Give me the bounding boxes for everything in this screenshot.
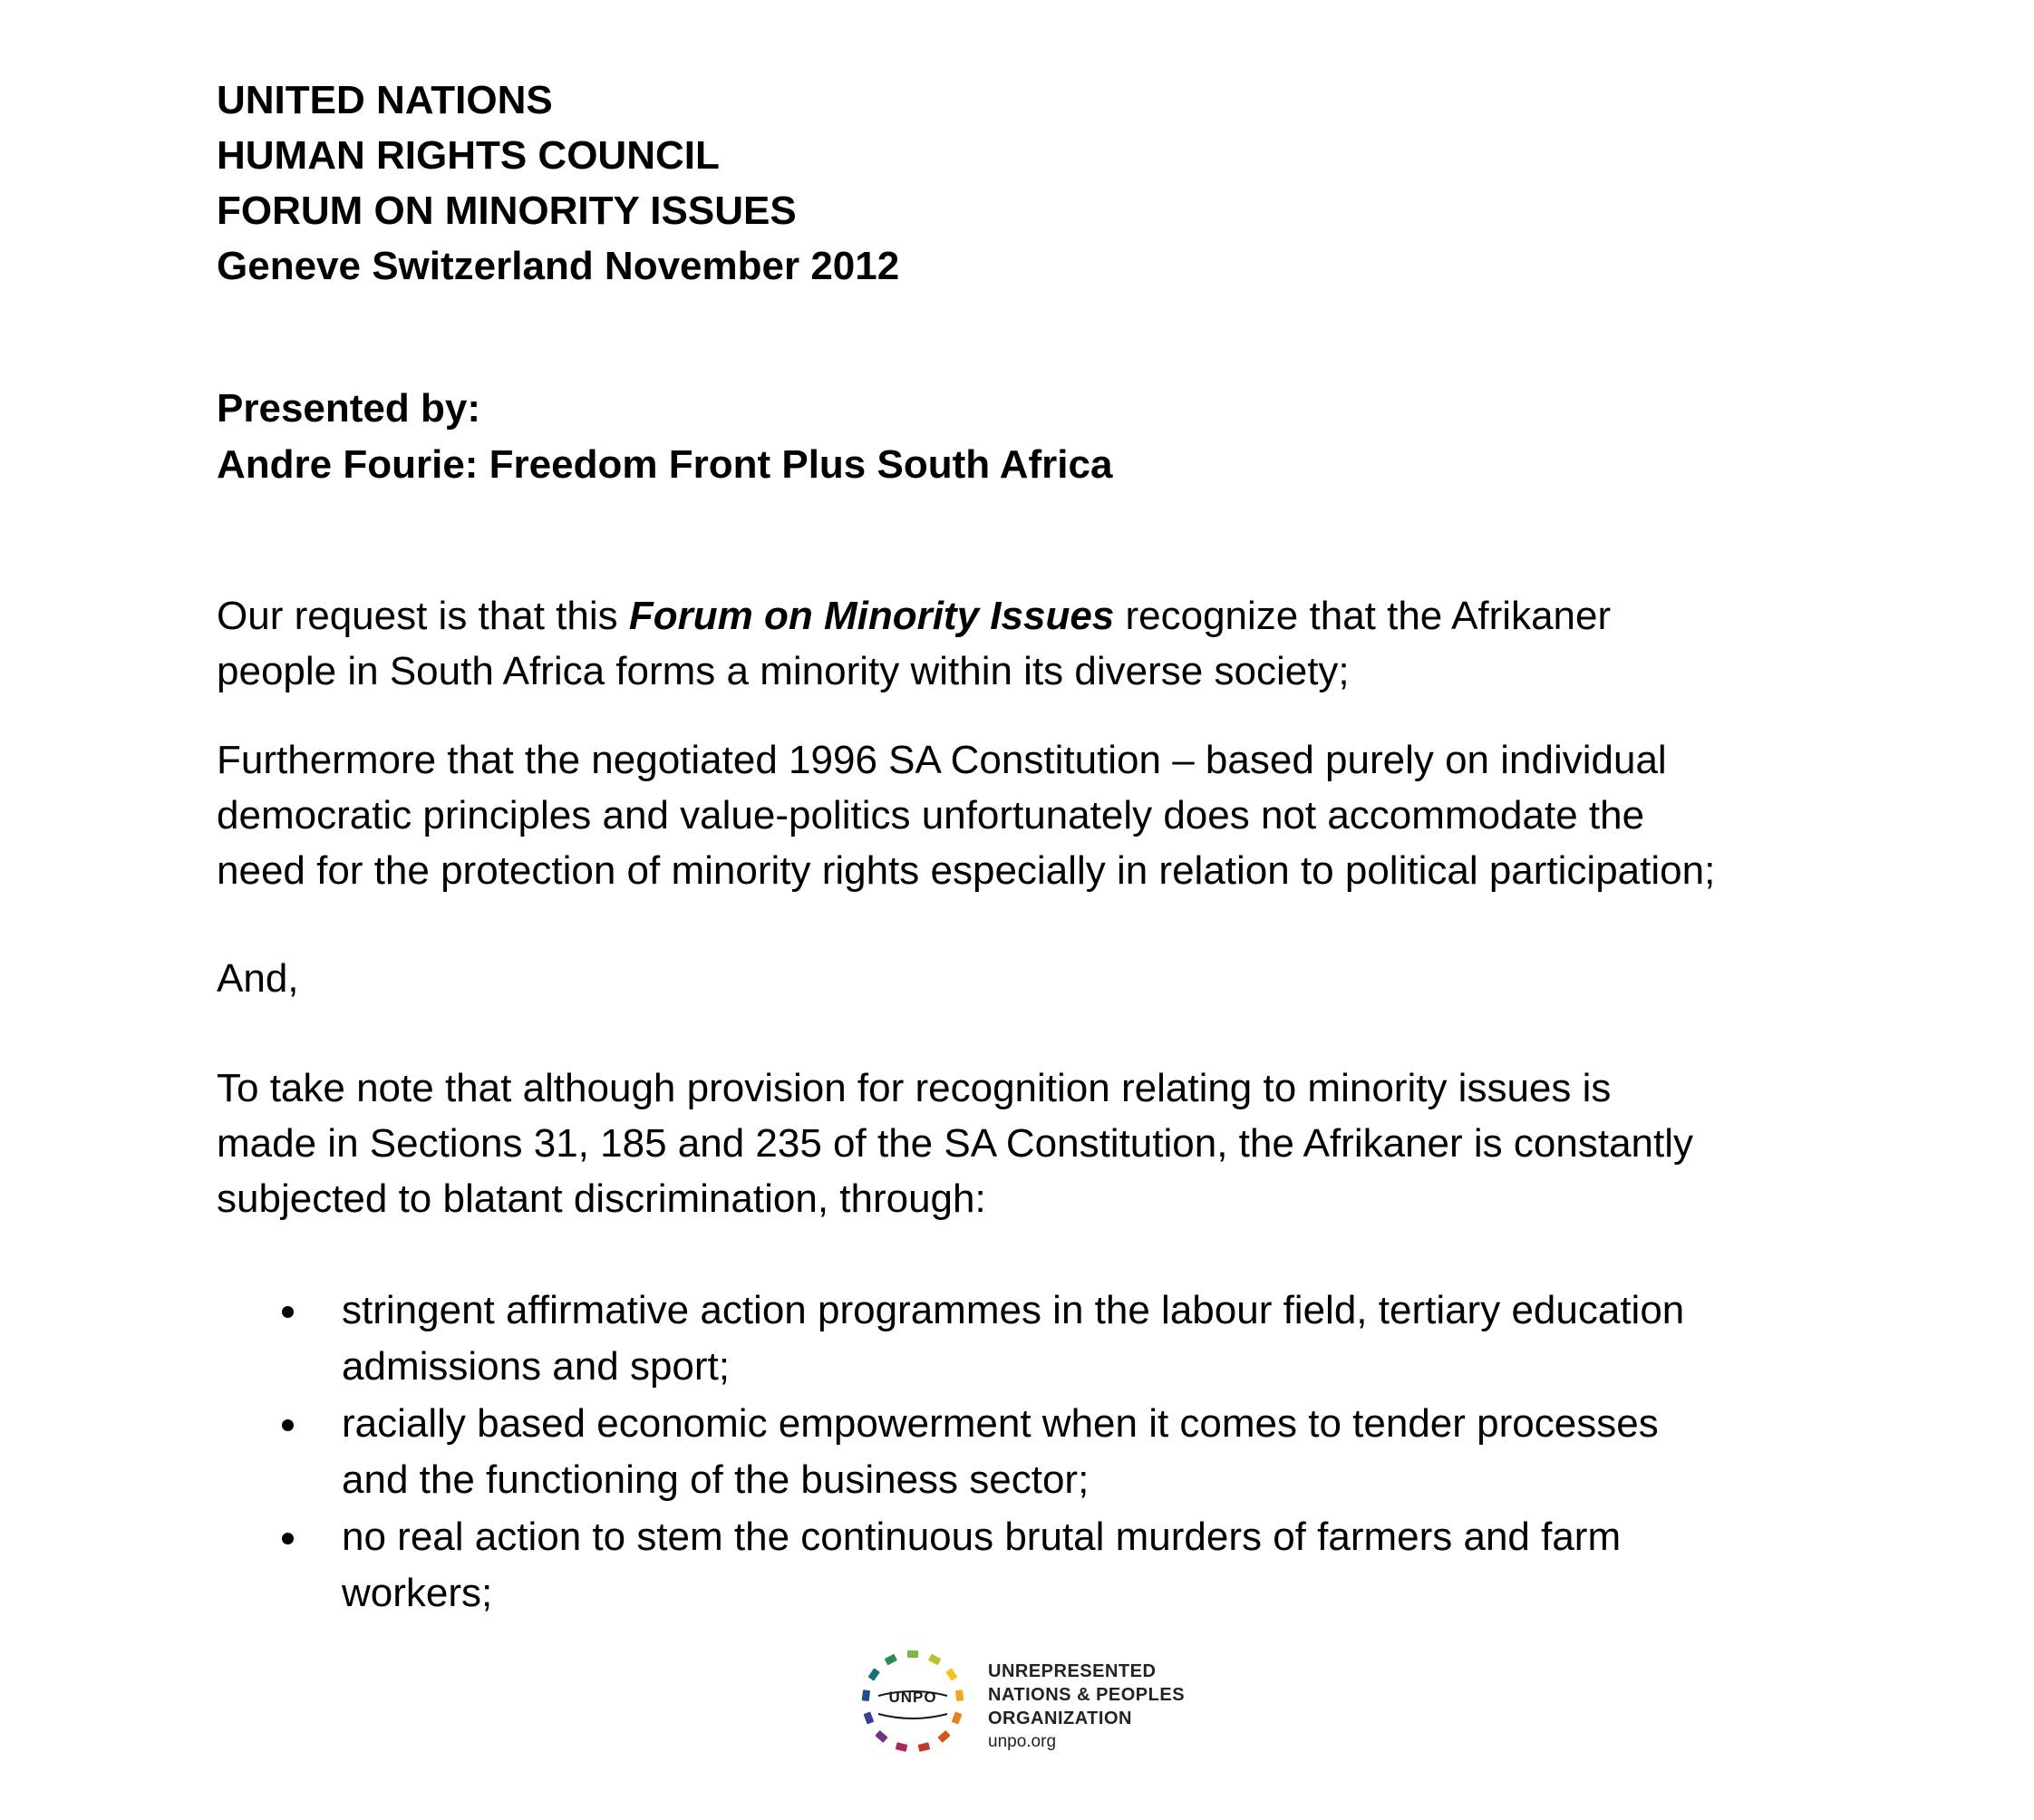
- list-item: [217, 1283, 1839, 1395]
- paragraph-request-text-end: recognize that the Afrikaner: [1114, 594, 1612, 638]
- list-item-line-1: stringent affirmative action programmes in the labour field, tertiary education: [342, 1288, 1685, 1332]
- list-item-line-1: no real action to stem the continuous brutal murders of farmers and farm: [342, 1515, 1622, 1559]
- presenter-label: Presented by:: [217, 386, 480, 431]
- paragraph-discrimination-line-1: To take note that although provision for recognition relating to minority issues is: [217, 1066, 1612, 1110]
- document-content: [217, 73, 1839, 1622]
- logo-ring-segment: [907, 1651, 918, 1658]
- logo-wordmark: [988, 1660, 1185, 1754]
- list-item-line-2: workers;: [342, 1571, 493, 1615]
- logo-ring-segment: [918, 1742, 931, 1752]
- logo-mark-text: UNPO: [888, 1689, 937, 1706]
- forum-name-emphasis: Forum on Minority Issues: [628, 594, 1115, 638]
- logo-ring-segment: [885, 1654, 897, 1666]
- paragraph-request-text-start: Our request is that this: [217, 594, 629, 638]
- list-item-line-2: and the functioning of the business sector;: [342, 1457, 1090, 1502]
- paragraph-discrimination-line-2: made in Sections 31, 185 and 235 of the SA Constitution, the Afrikaner is constantly: [217, 1121, 1694, 1166]
- presenter-block: [217, 381, 1839, 493]
- presenter-name: Andre Fourie: Freedom Front Plus South Africa: [217, 442, 1113, 487]
- header-line-organization: UNITED NATIONS: [217, 78, 553, 122]
- logo-name-line-2: NATIONS & PEOPLES: [988, 1685, 1186, 1705]
- bullet-icon: [282, 1306, 294, 1318]
- logo-ring-segment: [868, 1668, 880, 1680]
- logo-name-line-1: UNREPRESENTED: [988, 1661, 1157, 1681]
- header-line-council: HUMAN RIGHTS COUNCIL: [217, 133, 720, 178]
- logo-ring-segment: [937, 1730, 950, 1743]
- list-item-line-2: admissions and sport;: [342, 1344, 730, 1389]
- unpo-logo: [857, 1645, 1219, 1772]
- header-line-forum: FORUM ON MINORITY ISSUES: [217, 189, 797, 233]
- logo-ring-segment: [896, 1742, 908, 1752]
- paragraph-and-text: And,: [217, 956, 299, 1001]
- paragraph-discrimination-line-3: subjected to blatant discrimination, through:: [217, 1176, 986, 1221]
- bullet-icon: [282, 1533, 294, 1544]
- logo-name-line-3: ORGANIZATION: [988, 1709, 1132, 1728]
- list-item: [217, 1396, 1839, 1508]
- paragraph-discrimination: [217, 1060, 1839, 1226]
- logo-ring-segment: [945, 1668, 957, 1680]
- paragraph-constitution: [217, 732, 1839, 898]
- paragraph-and: [217, 951, 1839, 1006]
- paragraph-request-line-2: people in South Africa forms a minority within its diverse society;: [217, 649, 1350, 693]
- document-header: [217, 73, 1839, 294]
- list-item-line-1: racially based economic empowerment when it comes to tender processes: [342, 1401, 1659, 1446]
- logo-ring-segment: [928, 1654, 941, 1666]
- logo-ring-segment: [864, 1711, 875, 1724]
- bullet-icon: [282, 1419, 294, 1431]
- logo-url: unpo.org: [988, 1732, 1057, 1751]
- paragraph-request: [217, 588, 1839, 699]
- paragraph-constitution-line-2: democratic principles and value-politics unfortunately does not accommodate the: [217, 793, 1645, 837]
- list-item: [217, 1509, 1839, 1622]
- logo-ring-segment: [952, 1711, 963, 1724]
- discrimination-list: [217, 1283, 1839, 1622]
- logo-ring-segment: [875, 1730, 887, 1743]
- paragraph-constitution-line-3: need for the protection of minority rights especially in relation to political participation;: [217, 848, 1716, 893]
- paragraph-constitution-line-1: Furthermore that the negotiated 1996 SA Constitution – based purely on individual: [217, 738, 1667, 782]
- header-line-location-date: Geneve Switzerland November 2012: [217, 244, 900, 288]
